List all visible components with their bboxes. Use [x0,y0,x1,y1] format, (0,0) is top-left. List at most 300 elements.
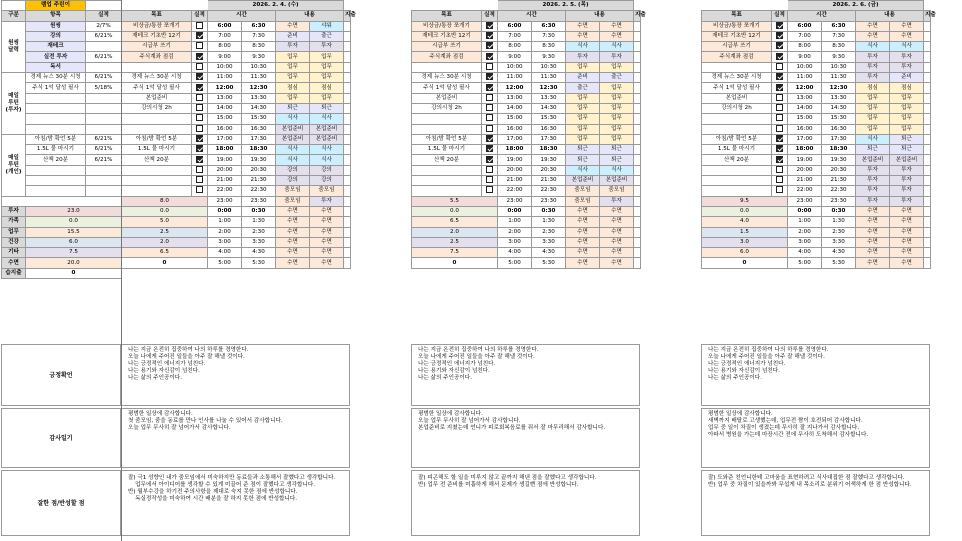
expense-cell [344,73,351,83]
time-start: 16:00 [788,124,822,134]
activity-cell: 수면 [310,217,344,227]
activity-cell: 수면 [856,258,890,268]
time-end: 10:30 [532,62,566,72]
goal-cell: 1.5L 물 마시기 [412,145,482,155]
reflection-box [701,470,930,536]
activity-cell: 업무 [566,124,600,134]
time-end: 3:30 [822,237,856,247]
done-checkbox[interactable] [776,176,783,183]
done-checkbox[interactable] [196,135,203,142]
day-date: 2026. 2. 4. (수) [208,1,344,11]
activity-cell: 식사 [310,155,344,165]
text-line: 나는 지금 온전히 집중하여 나의 하루를 경영한다. [708,347,829,353]
expense-cell [634,93,641,103]
text-line: 나는 삶의 주인공이다. [418,375,472,381]
text-line: 나는 용기와 자신감이 넘친다. [418,368,490,374]
activity-cell: 업무 [310,52,344,62]
done-checkbox[interactable] [776,94,783,101]
time-row [702,217,931,227]
expense-cell [634,258,641,268]
activity-cell: 식사 [600,42,634,52]
activity-cell: 샤워 [310,21,344,31]
time-row [122,217,351,227]
time-row [412,186,641,196]
summary-value: 15.5 [26,227,122,237]
done-checkbox[interactable] [486,186,493,193]
done-checkbox[interactable] [776,125,783,132]
time-start: 11:00 [788,73,822,83]
item-cell: 독서 [26,62,86,72]
activity-cell: 투자 [856,52,890,62]
time-row [122,155,351,165]
time-start: 20:00 [208,165,242,175]
time-end: 20:30 [532,165,566,175]
expense-cell [924,155,931,165]
done-checkbox[interactable] [486,125,493,132]
time-start: 6:00 [788,21,822,31]
summary-row [2,206,122,216]
expense-cell [924,73,931,83]
column-header: 시간 [498,11,566,21]
time-start: 7:00 [788,31,822,41]
done-checkbox[interactable] [196,53,203,60]
goal-cell [702,186,772,196]
expense-cell [924,206,931,216]
summary-value: 4.0 [702,217,788,227]
activity-cell: 수면 [600,31,634,41]
expense-cell [344,145,351,155]
time-row [122,31,351,41]
time-end: 20:30 [242,165,276,175]
activity-cell: 업무 [856,114,890,124]
time-end: 16:30 [532,124,566,134]
done-checkbox[interactable] [196,114,203,121]
text-line: 반) 업무 전 준비를 미흡하게 해서 문제가 생길뻔 점에 반성합니다. [418,482,579,488]
activity-cell: 출근 [600,73,634,83]
done-checkbox[interactable] [196,166,203,173]
summary-value: 6.0 [702,248,788,258]
item-cell [26,103,86,113]
done-checkbox[interactable] [486,94,493,101]
goal-cell: 주식계좌 점검 [412,52,482,62]
time-start: 20:00 [498,165,532,175]
time-row [412,31,641,41]
activity-cell: 퇴근 [890,145,924,155]
summary-value: 0.0 [122,206,208,216]
expense-cell [924,42,931,52]
goal-cell: 주식계좌 점검 [122,52,192,62]
time-end: 23:30 [822,196,856,206]
done-checkbox[interactable] [776,186,783,193]
expense-cell [634,237,641,247]
activity-cell: 줌모임 [276,186,310,196]
goal-cell: 산책 20분 [412,155,482,165]
done-checkbox[interactable] [776,42,783,49]
divider [121,0,122,541]
time-start: 14:00 [498,103,532,113]
time-row [412,248,641,258]
activity-cell: 투자 [600,196,634,206]
done-checkbox[interactable] [196,84,203,91]
activity-cell: 식사 [566,165,600,175]
time-row [702,155,931,165]
done-checkbox[interactable] [196,125,203,132]
expense-cell [924,52,931,62]
goal-cell: 아침/밤 확언 5분 [702,134,772,144]
time-end: 18:30 [242,145,276,155]
activity-cell: 식사 [310,145,344,155]
text-line: 업무 중 일이 차질이 생겼는데 무사히 잘 지나가서 감사합니다. [708,425,860,431]
text-line: 반) 월부수강을 하기전 주의사항을 제대로 숙지 못한 점에 반성합니다. [128,489,298,495]
value-cell: 2/7% [86,21,122,31]
goal-cell [122,176,192,186]
group-label: 매일 루틴 (개인) [2,134,26,196]
text-line: 업무에서 아이디어를 생각할 수 있게 미끌어 준 점이 잘했다고 생각합니다. [128,482,316,488]
expense-cell [344,237,351,247]
expense-cell [924,196,931,206]
time-row [122,52,351,62]
activity-cell: 수면 [890,31,924,41]
activity-cell: 수면 [310,227,344,237]
goal-cell [122,62,192,72]
activity-cell: 식사 [566,42,600,52]
time-start: 14:00 [208,103,242,113]
time-row [702,227,931,237]
done-checkbox[interactable] [486,32,493,39]
time-end: 3:30 [242,237,276,247]
done-checkbox[interactable] [776,32,783,39]
day-table [701,0,936,269]
time-start: 20:00 [788,165,822,175]
activity-cell: 수면 [310,248,344,258]
done-checkbox[interactable] [486,145,493,152]
done-checkbox[interactable] [196,63,203,70]
activity-cell: 강의 [310,176,344,186]
time-row [122,62,351,72]
activity-cell: 업무 [566,62,600,72]
expense-cell [634,83,641,93]
time-start: 10:00 [498,62,532,72]
goal-cell [412,165,482,175]
time-start: 4:00 [788,248,822,258]
done-checkbox[interactable] [486,176,493,183]
done-checkbox[interactable] [196,32,203,39]
expense-cell [634,248,641,258]
activity-cell: 업무 [856,124,890,134]
activity-cell: 업무 [600,124,634,134]
activity-cell: 줌모임 [276,196,310,206]
section-label: 잘한 점/반성할 점 [37,500,85,507]
activity-cell: 수면 [566,258,600,268]
value-cell: 6/21% [86,155,122,165]
value-cell [86,176,122,186]
summary-value: 0 [26,268,122,278]
expense-cell [344,124,351,134]
time-start: 18:00 [498,145,532,155]
activity-cell: 수면 [890,237,924,247]
done-checkbox[interactable] [486,42,493,49]
done-checkbox[interactable] [776,145,783,152]
expense-cell [634,206,641,216]
time-row [122,134,351,144]
time-row [412,73,641,83]
expense-cell [344,217,351,227]
summary-value: 0 [702,258,788,268]
time-end: 0:30 [242,206,276,216]
time-row [412,83,641,93]
activity-cell: 퇴근 [600,145,634,155]
expense-cell [344,114,351,124]
done-checkbox[interactable] [776,84,783,91]
activity-cell: 줌모임 [310,186,344,196]
text-line: 나는 긍정적인 에너지가 넘친다. [418,361,496,367]
time-row [702,186,931,196]
time-row [702,73,931,83]
time-row [122,114,351,124]
time-start: 16:00 [498,124,532,134]
done-checkbox[interactable] [776,114,783,121]
goal-cell: 본업준비 [412,93,482,103]
expense-cell [634,52,641,62]
time-row [122,124,351,134]
goal-cell [122,165,192,175]
goal-cell: 산책 20분 [122,155,192,165]
text-line: 나는 용기와 자신감이 넘친다. [128,368,200,374]
done-checkbox[interactable] [196,156,203,163]
expense-cell [344,258,351,268]
expense-cell [924,93,931,103]
summary-value: 7.5 [412,248,498,258]
activity-cell: 투자 [566,52,600,62]
time-start: 3:00 [788,237,822,247]
activity-cell: 본업준비 [276,124,310,134]
time-start: 13:00 [498,93,532,103]
activity-cell: 투자 [276,42,310,52]
text-line: 평범한 일상에 감사합니다. [128,411,193,417]
time-end: 8:30 [822,42,856,52]
time-start: 23:00 [208,196,242,206]
time-row [122,186,351,196]
summary-value: 0.0 [702,206,788,216]
activity-cell: 수면 [566,217,600,227]
time-row [702,114,931,124]
done-checkbox[interactable] [486,22,493,29]
time-start: 8:00 [788,42,822,52]
time-row [412,227,641,237]
goal-cell: 재테크 기초반 12기 [412,31,482,41]
goal-cell [702,124,772,134]
done-checkbox[interactable] [776,156,783,163]
activity-cell: 수면 [600,21,634,31]
time-row [122,145,351,155]
time-start: 6:00 [498,21,532,31]
time-end: 4:30 [532,248,566,258]
time-end: 0:30 [532,206,566,216]
time-row [412,134,641,144]
header-cell: 항목 [26,11,86,21]
done-checkbox[interactable] [196,145,203,152]
done-checkbox[interactable] [486,156,493,163]
value-cell: 6/21% [86,73,122,83]
expense-cell [924,258,931,268]
activity-cell: 출근 [310,31,344,41]
time-end: 6:30 [532,21,566,31]
done-checkbox[interactable] [196,42,203,49]
done-checkbox[interactable] [776,22,783,29]
done-checkbox[interactable] [776,166,783,173]
summary-label: 가족 [2,217,26,227]
time-row [412,155,641,165]
activity-cell: 업무 [600,114,634,124]
activity-cell: 투자 [890,176,924,186]
time-start: 11:00 [208,73,242,83]
goal-cell: 비상금/통장 쪼개기 [122,21,192,31]
section-label: 감사일기 [49,435,73,442]
time-row [702,258,931,268]
summary-value: 5.0 [122,217,208,227]
time-start: 11:00 [498,73,532,83]
done-checkbox[interactable] [486,104,493,111]
activity-cell: 업무 [310,62,344,72]
activity-cell: 업무 [276,73,310,83]
expense-cell [924,145,931,155]
activity-cell: 수면 [276,217,310,227]
time-end: 3:30 [532,237,566,247]
done-checkbox[interactable] [196,176,203,183]
done-checkbox[interactable] [486,53,493,60]
time-start: 1:00 [498,217,532,227]
text-line: 평범한 일상에 감사합니다. [708,411,773,417]
time-row [702,196,931,206]
time-start: 22:00 [788,186,822,196]
done-checkbox[interactable] [776,53,783,60]
activity-cell: 투자 [890,62,924,72]
time-end: 15:30 [532,114,566,124]
time-start: 23:00 [788,196,822,206]
time-start: 14:00 [788,103,822,113]
done-checkbox[interactable] [486,135,493,142]
time-start: 7:00 [208,31,242,41]
activity-cell: 수면 [566,206,600,216]
time-row [122,176,351,186]
summary-value: 5.5 [412,196,498,206]
activity-cell: 업무 [276,62,310,72]
time-end: 1:30 [822,217,856,227]
done-checkbox[interactable] [486,73,493,80]
done-checkbox[interactable] [486,114,493,121]
done-checkbox[interactable] [776,104,783,111]
group-label: 매일 루틴 (투자) [2,73,26,135]
goal-cell [702,165,772,175]
time-start: 2:00 [498,227,532,237]
activity-cell: 준비 [890,73,924,83]
table-row [2,21,122,31]
done-checkbox[interactable] [196,22,203,29]
summary-label: 투자 [2,206,26,216]
activity-cell: 점심 [890,83,924,93]
goal-cell: 1.5L 물 마시기 [122,145,192,155]
activity-cell: 투자 [856,165,890,175]
activity-cell: 줌모임 [566,186,600,196]
done-checkbox[interactable] [776,73,783,80]
done-checkbox[interactable] [486,84,493,91]
done-checkbox[interactable] [196,73,203,80]
time-start: 4:00 [498,248,532,258]
time-start: 1:00 [788,217,822,227]
summary-value: 9.5 [702,196,788,206]
done-checkbox[interactable] [196,104,203,111]
value-cell [86,114,122,124]
time-start: 9:00 [498,52,532,62]
time-end: 14:30 [822,103,856,113]
goal-cell [702,176,772,186]
time-row [122,42,351,52]
affirmation-box [121,344,350,406]
gratitude-box [121,408,350,468]
time-start: 0:00 [788,206,822,216]
time-end: 7:30 [242,31,276,41]
time-start: 12:00 [788,83,822,93]
time-end: 6:30 [822,21,856,31]
activity-cell: 식사 [890,42,924,52]
table-row [2,134,122,144]
done-checkbox[interactable] [776,135,783,142]
text-line: 새벽까지 배탈로 고생했는데, 업무전 짬이 호전되어 감사합니다. [708,418,863,424]
text-line: 아파서 병원을 가는데 마장시간 전에 무사히 도착해서 감사합니다. [708,432,869,438]
activity-cell: 수면 [566,21,600,31]
time-start: 21:00 [208,176,242,186]
done-checkbox[interactable] [486,166,493,173]
text-line: 나는 지금 온전히 집중하여 나의 하루를 경영한다. [128,347,249,353]
time-end: 2:30 [242,227,276,237]
time-end: 18:30 [822,145,856,155]
affirmation-box [701,344,930,406]
text-line: 나는 용기와 자신감이 넘친다. [708,368,780,374]
activity-cell: 퇴근 [566,145,600,155]
activity-cell: 수면 [856,21,890,31]
time-end: 20:30 [822,165,856,175]
time-end: 22:30 [242,186,276,196]
done-checkbox[interactable] [196,186,203,193]
time-row [122,103,351,113]
goal-cell: 경제 뉴스 30분 시청 [412,73,482,83]
done-checkbox[interactable] [486,63,493,70]
item-cell: 산책 20분 [26,155,86,165]
goal-cell [412,114,482,124]
value-cell [86,103,122,113]
activity-cell: 투자 [856,196,890,206]
expense-cell [634,176,641,186]
expense-cell [924,248,931,258]
column-header: 지출 [344,11,351,21]
activity-cell: 투자 [600,52,634,62]
expense-cell [924,62,931,72]
time-end: 14:30 [532,103,566,113]
column-header: 지출 [634,11,641,21]
time-start: 12:00 [208,83,242,93]
time-end: 21:30 [822,176,856,186]
time-end: 4:30 [242,248,276,258]
time-row [412,42,641,52]
time-row [702,103,931,113]
activity-cell: 본업준비 [856,155,890,165]
time-row [702,176,931,186]
done-checkbox[interactable] [776,63,783,70]
time-end: 6:30 [242,21,276,31]
value-cell: 6/21% [86,134,122,144]
activity-cell: 업무 [566,103,600,113]
done-checkbox[interactable] [196,94,203,101]
